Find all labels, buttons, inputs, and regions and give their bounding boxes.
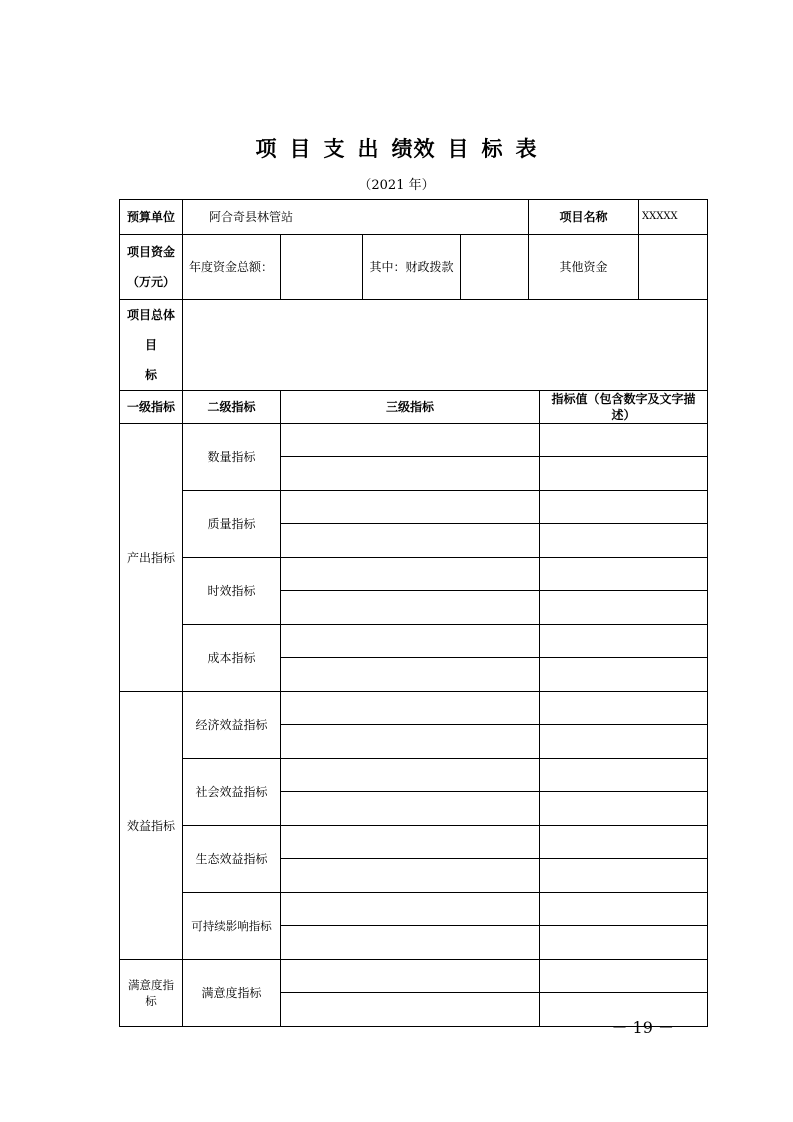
annual-total-value[interactable]: [281, 235, 363, 300]
level2-economic-benefit-indicators: 经济效益指标: [183, 692, 281, 759]
level3-cell[interactable]: [281, 759, 540, 792]
level3-cell[interactable]: [281, 558, 540, 591]
level2-sustainable-impact-indicators: 可持续影响指标: [183, 893, 281, 960]
overall-goal-value[interactable]: [183, 300, 708, 391]
table-row: [120, 625, 708, 658]
indicator-value-cell[interactable]: [540, 524, 708, 558]
table-row: [120, 558, 708, 591]
level3-cell[interactable]: [281, 457, 540, 491]
level1-output-indicators: 产出指标: [120, 424, 183, 692]
indicator-value-cell[interactable]: [540, 826, 708, 859]
title-char: 出: [357, 137, 380, 161]
column-header-row: [120, 391, 708, 424]
level3-cell[interactable]: [281, 524, 540, 558]
page-title: [0, 134, 793, 164]
indicator-value-cell[interactable]: [540, 893, 708, 926]
indicator-value-cell[interactable]: [540, 558, 708, 591]
table-row: [120, 826, 708, 859]
level3-cell[interactable]: [281, 926, 540, 960]
table-row: [120, 692, 708, 725]
indicator-value-cell[interactable]: [540, 859, 708, 893]
project-name-label: 项目名称: [529, 200, 639, 235]
overall-goal-label-line1: 项目总体目: [126, 308, 175, 352]
column-header-level2: 二级指标: [183, 391, 281, 424]
table-row: [120, 960, 708, 993]
level2-satisfaction-indicators: 满意度指标: [183, 960, 281, 1027]
level1-benefit-indicators: 效益指标: [120, 692, 183, 960]
indicator-value-cell[interactable]: [540, 457, 708, 491]
level3-cell[interactable]: [281, 491, 540, 524]
indicator-value-cell[interactable]: [540, 692, 708, 725]
fiscal-allocation-value[interactable]: [461, 235, 529, 300]
column-header-level1: 一级指标: [120, 391, 183, 424]
overall-goal-label-line2: 标: [144, 368, 157, 382]
level3-cell[interactable]: [281, 792, 540, 826]
level3-cell[interactable]: [281, 658, 540, 692]
level3-cell[interactable]: [281, 826, 540, 859]
table-row: [120, 424, 708, 457]
level3-cell[interactable]: [281, 725, 540, 759]
indicator-value-cell[interactable]: [540, 960, 708, 993]
year-subtitle: （2021 年）: [358, 178, 435, 193]
table-row: [120, 491, 708, 524]
project-funds-label-line1: 项目资金: [126, 245, 175, 259]
budget-unit-value[interactable]: 阿合奇县林管站: [183, 200, 529, 235]
indicator-value-cell[interactable]: [540, 424, 708, 457]
title-char: 表: [515, 137, 538, 161]
project-funds-row: [120, 235, 708, 300]
indicator-value-cell[interactable]: [540, 926, 708, 960]
indicator-value-cell[interactable]: [540, 591, 708, 625]
performance-target-table: [119, 199, 708, 1027]
overall-goal-row: [120, 300, 708, 391]
title-char: 支: [323, 137, 346, 161]
indicator-value-cell[interactable]: [540, 792, 708, 826]
level2-timeliness-indicators: 时效指标: [183, 558, 281, 625]
indicator-value-cell[interactable]: [540, 725, 708, 759]
fiscal-allocation-label: 其中：财政拨款: [363, 235, 461, 300]
page-number: － 19 －: [611, 1018, 674, 1037]
indicator-value-cell[interactable]: [540, 658, 708, 692]
title-char: 标: [481, 137, 504, 161]
level1-satisfaction-indicators: 满意度指标: [120, 960, 183, 1027]
title-char: 目: [447, 137, 470, 161]
level3-cell[interactable]: [281, 692, 540, 725]
level2-social-benefit-indicators: 社会效益指标: [183, 759, 281, 826]
title-char: 目: [289, 137, 312, 161]
budget-unit-row: [120, 200, 708, 235]
project-funds-label-line2: （万元）: [126, 275, 175, 289]
indicator-value-cell[interactable]: [540, 625, 708, 658]
title-char: 项: [255, 137, 278, 161]
level2-quality-indicators: 质量指标: [183, 491, 281, 558]
column-header-level3: 三级指标: [281, 391, 540, 424]
project-name-value[interactable]: XXXXX: [639, 200, 708, 235]
column-header-indicator-value: 指标值（包含数字及文字描述）: [540, 391, 708, 424]
other-funds-label: 其他资金: [529, 235, 639, 300]
level2-quantity-indicators: 数量指标: [183, 424, 281, 491]
budget-unit-label: 预算单位: [120, 200, 183, 235]
level3-cell[interactable]: [281, 859, 540, 893]
level3-cell[interactable]: [281, 591, 540, 625]
other-funds-value[interactable]: [639, 235, 708, 300]
level2-cost-indicators: 成本指标: [183, 625, 281, 692]
indicator-value-cell[interactable]: [540, 491, 708, 524]
project-funds-label: [120, 235, 183, 300]
indicator-value-cell[interactable]: [540, 759, 708, 792]
overall-goal-label: [120, 300, 183, 391]
level3-cell[interactable]: [281, 625, 540, 658]
level3-cell[interactable]: [281, 960, 540, 993]
table-row: [120, 893, 708, 926]
level3-cell[interactable]: [281, 893, 540, 926]
level3-cell[interactable]: [281, 424, 540, 457]
level2-ecological-benefit-indicators: 生态效益指标: [183, 826, 281, 893]
annual-total-label: 年度资金总额：: [183, 235, 281, 300]
table-row: [120, 759, 708, 792]
title-char: 绩效: [391, 137, 436, 161]
